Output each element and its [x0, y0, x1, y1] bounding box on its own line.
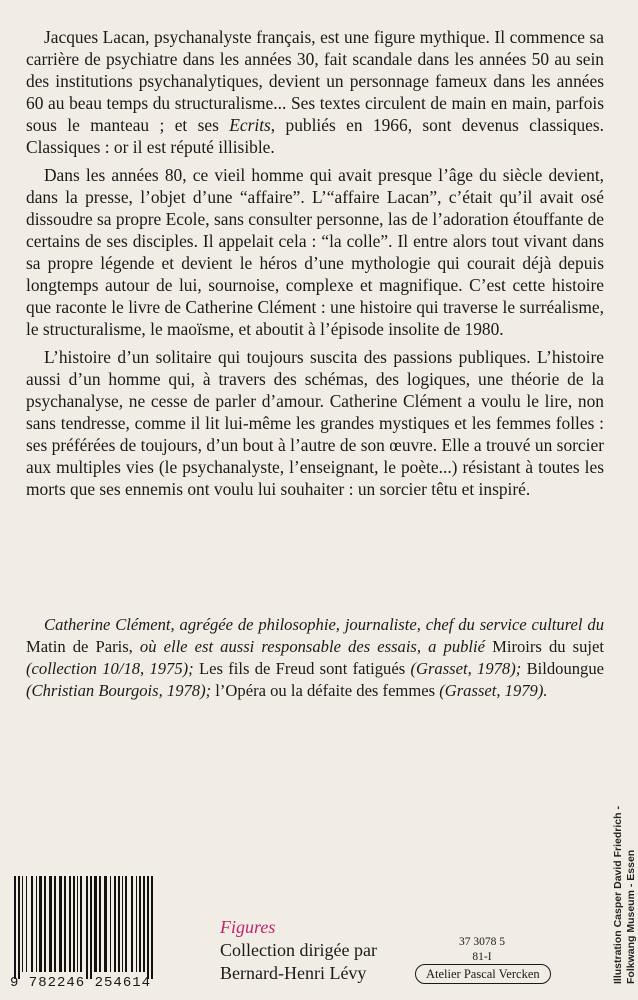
bio-run: Les fils de Freud sont fatigués [199, 659, 411, 678]
text-run: L’histoire d’un solitaire qui toujours suscita des passions publiques. L’histoire aussi d’un homme qui, à travers des schémas, des logiques, une théorie de la psychanalyse, ne cesse de parler d’amour. Catherine Clément a voulu le lire, non sans tendresse, comme il lit lui-même les grandes mystiques et les femmes folles : ses préférées de toujours, d’un bout à l’autre de son œuvre. Elle a trouvé un sorcier aux multiples vies (le psychanalyste, l’enseignant, le poète...) résistant à toutes les morts que ses ennemis ont voulu lui souhaiter : un sorcier têtu et inspiré. [26, 347, 604, 499]
barcode-bar [73, 876, 75, 972]
barcode-bar [39, 876, 42, 972]
text-run: Jacques Lacan, psychanalyste français, est une figure mythique. Il commence sa carrière de psychiatre dans les années 30, fait scandale dans les années 50 au sein des institutions psychanalytiques, devient un personnage fameux dans les années 60 au beau temps du structuralisme... Ses textes circulent de main en main, parfois sous le manteau ; et ses [26, 27, 604, 135]
barcode-bar [139, 876, 141, 972]
bio-run: Matin de Paris, [26, 637, 140, 656]
barcode-bar [114, 876, 116, 972]
barcode-bar [122, 876, 123, 972]
barcode-bar [143, 876, 145, 972]
barcode-bar [64, 876, 66, 972]
text-run: Ecrits [229, 115, 271, 135]
catalog-code-2: 81-I [472, 951, 492, 963]
barcode-number: 9 782246 254614 [10, 975, 152, 991]
blurb-paragraph [26, 164, 604, 340]
barcode-bar [118, 876, 120, 972]
bio-run: Catherine Clément, agrégée de philosophie, journaliste, chef du service culturel du [44, 615, 604, 634]
barcode-bar [49, 876, 52, 972]
author-bio-paragraph [26, 614, 604, 702]
barcode-bar [104, 876, 107, 972]
barcode-bar [125, 876, 127, 972]
author-bio [26, 614, 604, 702]
barcode-bar [44, 876, 46, 972]
barcode-bar [69, 876, 71, 972]
bio-run: où elle est aussi responsable des essais, a publié [139, 637, 493, 656]
bio-run: Bildoungue [526, 659, 604, 678]
barcode-bar [31, 876, 33, 972]
collection-director-line: Collection dirigée par [220, 940, 377, 960]
bio-run: (Christian Bourgois, 1978); [26, 681, 216, 700]
barcode-bar [59, 876, 62, 972]
credit-line-1: Illustration Casper David Friedrich - [612, 806, 624, 984]
bio-run: (Grasset, 1978); [410, 659, 527, 678]
barcode-bar [131, 876, 133, 972]
barcode-bar [147, 876, 149, 979]
credit-line-2: Folkwang Museum - Essen [625, 849, 637, 984]
barcode-bar [86, 876, 88, 979]
bio-run: (Grasset, 1979). [439, 681, 548, 700]
text-run: Dans les années 80, ce vieil homme qui avait presque l’âge du siècle devient, dans la presse, l’objet d’une “affaire”. L’“affaire Lacan”, c’était qu’il avait osé dissoudre sa propre Ecole, sans consulter personne, las de l’adoration étouffante de certains de ses disciples. Il appelait cela : “la colle”. Il entre alors tout vivant dans sa propre légende et devient le héros d’une mythologie qui courait déjà depuis longtemps autour de lui, sournoise, complexe et magnifique. C’est cette histoire que raconte le livre de Catherine Clément : une histoire qui traverse le surréalisme, le structuralisme, le maoïsme, et aboutit à l’épisode insolite de 1980. [26, 165, 604, 339]
barcode-bar [77, 876, 78, 972]
catalog-code-1: 37 3078 5 [459, 936, 505, 948]
catalog-codes [459, 935, 505, 965]
barcode-bar [110, 876, 111, 972]
collection-info [220, 916, 377, 985]
collection-director-name: Bernard-Henri Lévy [220, 963, 367, 983]
series-name: Figures [220, 917, 276, 937]
barcode-bar [14, 876, 16, 979]
text-run: , publiés en 1966, sont devenus classiques. Classiques : or il est réputé illisible. [26, 115, 604, 157]
barcode-bar [94, 876, 97, 972]
barcode-bar [36, 876, 37, 972]
bio-run: (collection 10/18, 1975); [26, 659, 199, 678]
illustration-credit [612, 806, 638, 984]
blurb-paragraph [26, 26, 604, 158]
barcode-bar [80, 876, 82, 972]
barcode-bar [90, 876, 92, 979]
barcode-bar [18, 876, 20, 979]
barcode-bar [99, 876, 101, 972]
barcode-bar [54, 876, 56, 972]
barcode-bar [22, 876, 23, 972]
barcode-bar [151, 876, 153, 979]
barcode-bars [10, 876, 208, 979]
blurb-text [26, 26, 604, 506]
barcode-bar [136, 876, 137, 972]
barcode-bar [26, 876, 27, 972]
bio-run: Miroirs du sujet [492, 637, 604, 656]
publisher-stamp: Atelier Pascal Vercken [415, 964, 551, 984]
bio-run: l’Opéra ou la défaite des femmes [215, 681, 440, 700]
blurb-paragraph [26, 346, 604, 500]
